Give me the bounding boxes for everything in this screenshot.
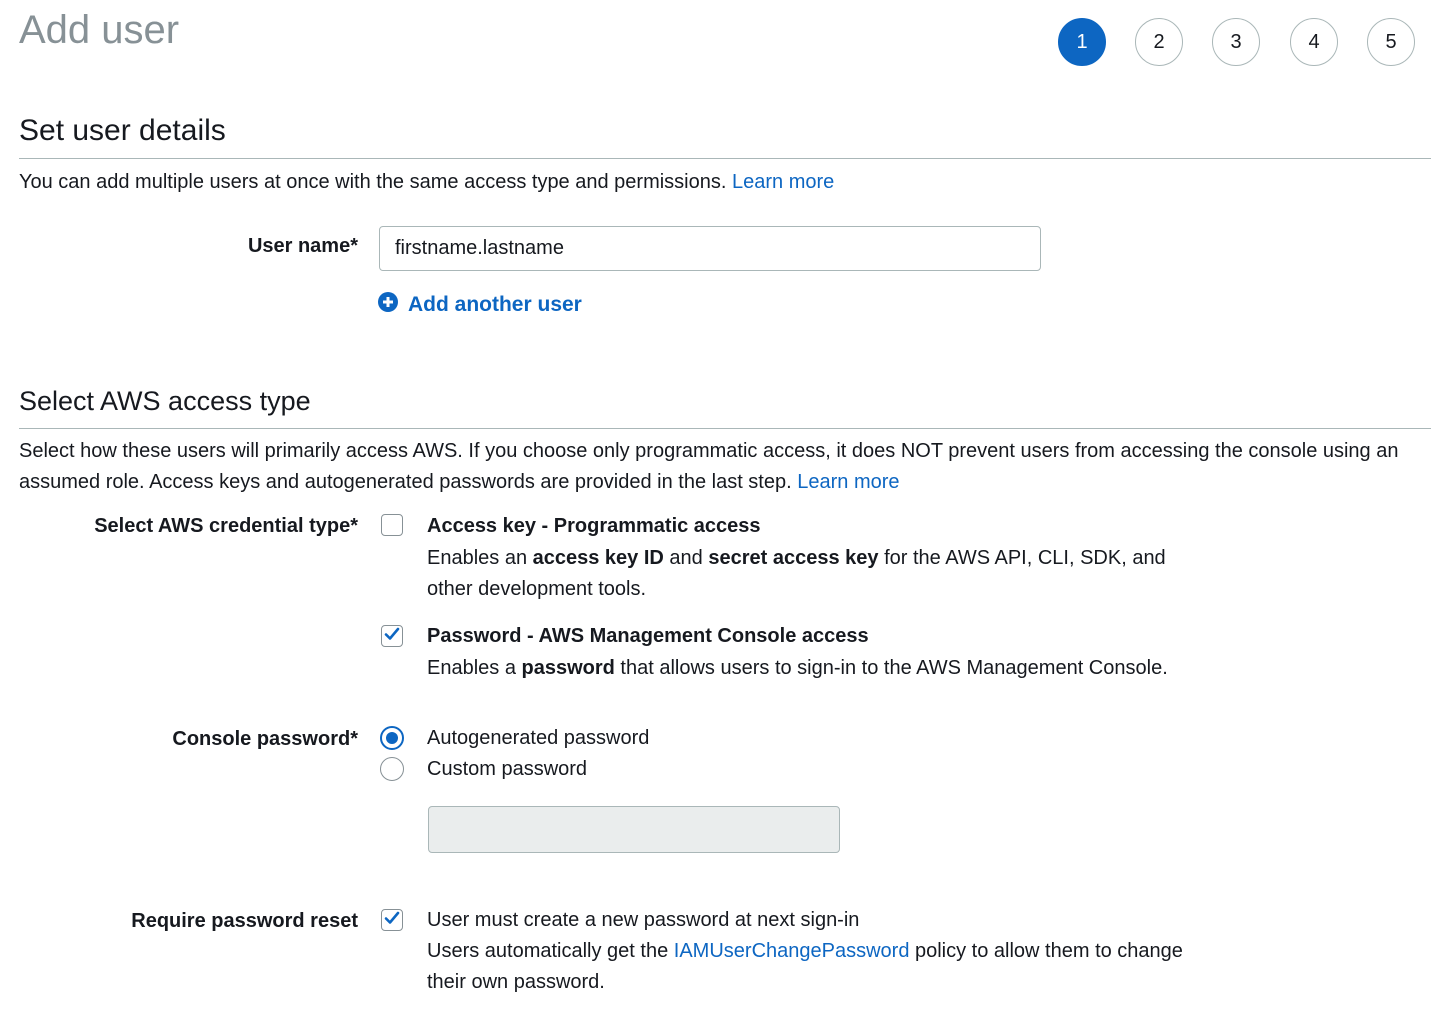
user-details-intro-text: You can add multiple users at once with the same access type and permissions. — [19, 171, 727, 193]
access-key-desc-bold: access key ID — [532, 547, 664, 569]
check-icon — [384, 627, 400, 646]
reset-title: User must create a new password at next sign-in — [427, 909, 860, 931]
require-reset-description — [427, 905, 1327, 998]
access-type-intro — [19, 436, 1434, 498]
access-key-desc-text: for the AWS API, CLI, SDK, and — [878, 547, 1166, 569]
access-key-checkbox[interactable] — [381, 514, 403, 536]
autogenerated-password-radio[interactable] — [380, 726, 404, 750]
user-details-intro — [19, 167, 1434, 198]
divider — [19, 158, 1431, 159]
password-desc-bold: password — [521, 657, 615, 679]
iam-user-change-password-link[interactable]: IAMUserChangePassword — [673, 940, 910, 962]
step-3[interactable]: 3 — [1212, 18, 1260, 66]
require-reset-label: Require password reset — [131, 910, 358, 932]
divider — [19, 428, 1431, 429]
access-key-title: Access key - Programmatic access — [427, 515, 761, 537]
console-password-label: Console password* — [172, 728, 358, 750]
reset-desc-text: policy to allow them to change — [909, 940, 1183, 962]
reset-desc-text: Users automatically get the — [427, 940, 674, 962]
step-4[interactable]: 4 — [1290, 18, 1338, 66]
custom-password-label: Custom password — [427, 758, 588, 780]
add-another-user-button[interactable] — [378, 292, 582, 317]
credential-type-label: Select AWS credential type* — [94, 515, 358, 537]
step-2[interactable]: 2 — [1135, 18, 1183, 66]
radio-selected-dot — [386, 732, 398, 744]
access-key-description — [427, 543, 1227, 605]
section-title-access-type: Select AWS access type — [19, 386, 311, 416]
access-type-intro-text: Select how these users will primarily access AWS. If you choose only programmatic access, it does NOT prevent users from accessing the console using an assumed role. Access keys and autogenerated passwords are provided in the last step. — [19, 440, 1399, 493]
access-key-desc-bold: secret access key — [708, 547, 879, 569]
user-name-label: User name* — [247, 235, 358, 257]
user-name-input[interactable] — [379, 226, 1041, 271]
custom-password-radio[interactable] — [380, 757, 404, 781]
check-icon — [384, 911, 400, 930]
password-access-description — [427, 653, 1327, 684]
learn-more-link-details[interactable]: Learn more — [731, 171, 835, 193]
plus-circle-icon — [378, 292, 398, 317]
step-1[interactable]: 1 — [1058, 18, 1106, 66]
autogenerated-password-label: Autogenerated password — [427, 727, 650, 749]
access-key-desc-text: and — [663, 547, 709, 569]
page-title: Add user — [19, 8, 180, 52]
password-desc-text: that allows users to sign-in to the AWS Management Console. — [614, 657, 1168, 679]
access-key-desc-text: other development tools. — [427, 578, 647, 600]
custom-password-input[interactable] — [428, 806, 840, 853]
password-desc-text: Enables a — [427, 657, 522, 679]
password-access-checkbox[interactable] — [381, 625, 403, 647]
password-access-title: Password - AWS Management Console access — [427, 625, 869, 647]
learn-more-link-access[interactable]: Learn more — [797, 471, 900, 493]
step-5[interactable]: 5 — [1367, 18, 1415, 66]
add-another-user-label: Add another user — [408, 292, 582, 316]
require-reset-checkbox[interactable] — [381, 909, 403, 931]
reset-desc-text: their own password. — [427, 971, 605, 993]
section-title-user-details: Set user details — [19, 114, 226, 147]
access-key-desc-text: Enables an — [427, 547, 533, 569]
